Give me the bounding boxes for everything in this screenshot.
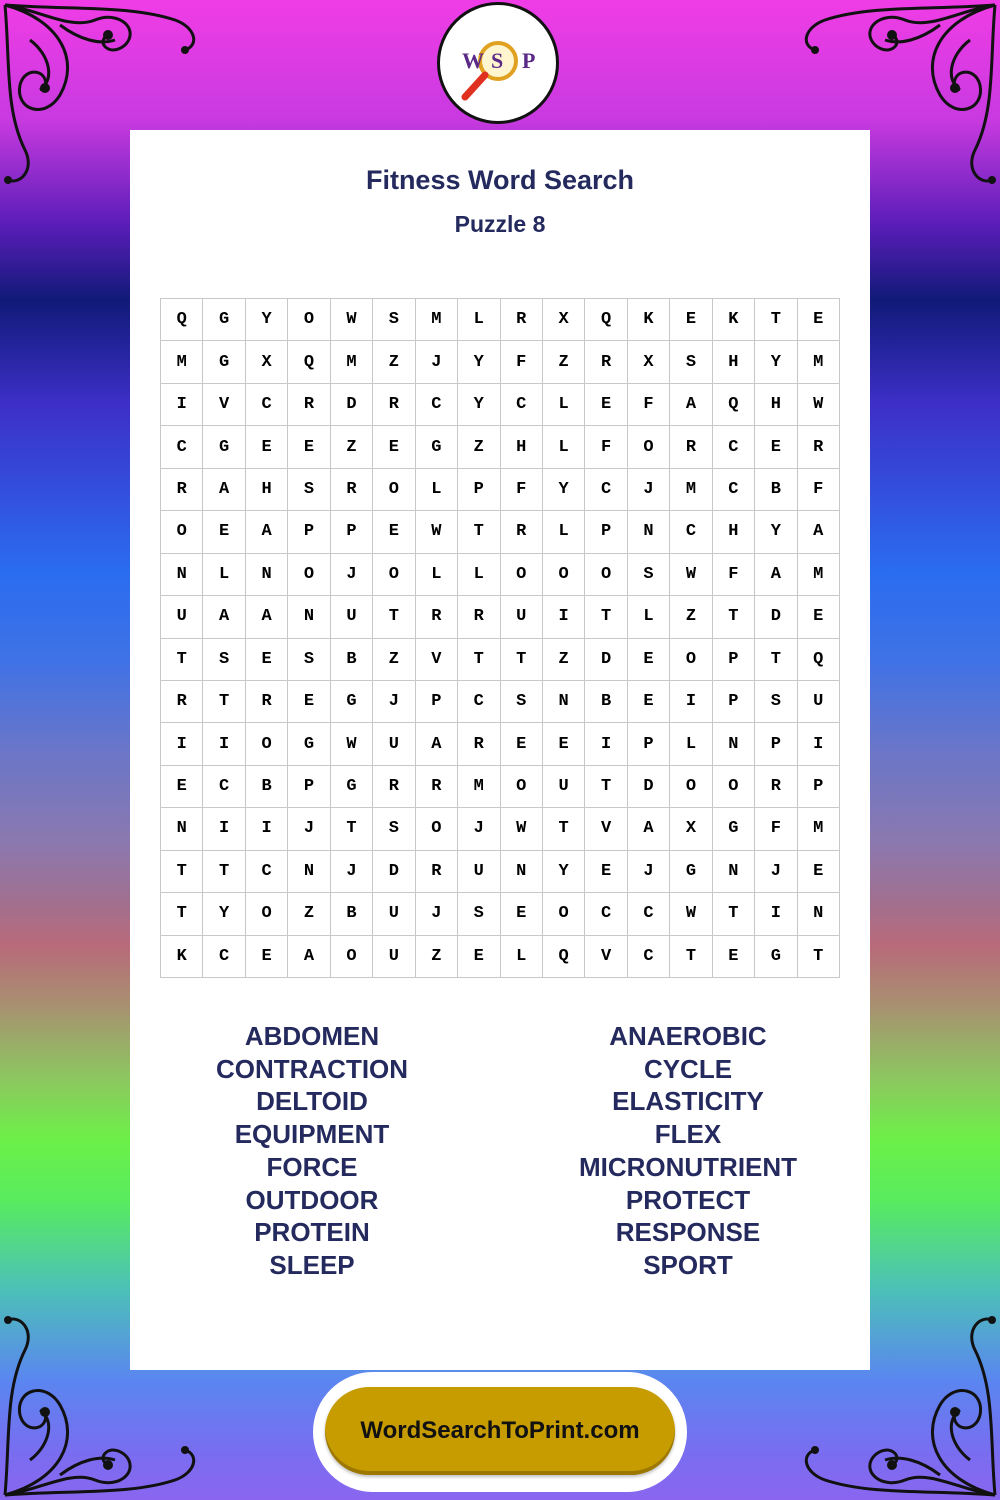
grid-cell: M bbox=[670, 469, 712, 511]
grid-cell: R bbox=[416, 851, 458, 893]
grid-cell: J bbox=[331, 851, 373, 893]
grid-cell: C bbox=[628, 893, 670, 935]
grid-cell: Q bbox=[543, 936, 585, 978]
grid-cell: S bbox=[203, 639, 245, 681]
grid-cell: C bbox=[416, 384, 458, 426]
grid-cell: J bbox=[458, 808, 500, 850]
grid-cell: E bbox=[670, 299, 712, 341]
grid-cell: N bbox=[713, 723, 755, 765]
grid-cell: L bbox=[458, 299, 500, 341]
grid-cell: O bbox=[543, 554, 585, 596]
grid-cell: P bbox=[585, 511, 627, 553]
grid-cell: I bbox=[203, 808, 245, 850]
grid-cell: Y bbox=[543, 469, 585, 511]
grid-cell: T bbox=[755, 639, 797, 681]
grid-cell: E bbox=[755, 426, 797, 468]
grid-cell: C bbox=[628, 936, 670, 978]
grid-cell: X bbox=[246, 341, 288, 383]
grid-cell: A bbox=[628, 808, 670, 850]
grid-cell: R bbox=[373, 384, 415, 426]
grid-cell: A bbox=[246, 511, 288, 553]
grid-cell: E bbox=[798, 596, 840, 638]
grid-cell: L bbox=[670, 723, 712, 765]
grid-cell: Q bbox=[161, 299, 203, 341]
grid-cell: L bbox=[416, 554, 458, 596]
grid-cell: W bbox=[331, 723, 373, 765]
grid-cell: S bbox=[288, 469, 330, 511]
grid-cell: Q bbox=[585, 299, 627, 341]
grid-cell: O bbox=[416, 808, 458, 850]
word-list-item: EQUIPMENT bbox=[234, 1119, 390, 1150]
grid-cell: J bbox=[628, 851, 670, 893]
grid-cell: P bbox=[628, 723, 670, 765]
grid-cell: M bbox=[458, 766, 500, 808]
grid-cell: Z bbox=[416, 936, 458, 978]
grid-cell: L bbox=[543, 426, 585, 468]
grid-cell: G bbox=[755, 936, 797, 978]
grid-cell: L bbox=[543, 384, 585, 426]
grid-cell: A bbox=[246, 596, 288, 638]
grid-cell: T bbox=[458, 511, 500, 553]
grid-cell: U bbox=[543, 766, 585, 808]
puzzle-subtitle: Puzzle 8 bbox=[454, 211, 546, 237]
grid-cell: W bbox=[501, 808, 543, 850]
word-list-item: SLEEP bbox=[269, 1249, 355, 1280]
grid-cell: D bbox=[585, 639, 627, 681]
word-list-item: FORCE bbox=[266, 1151, 358, 1182]
grid-cell: T bbox=[798, 936, 840, 978]
grid-cell: T bbox=[203, 851, 245, 893]
grid-cell: L bbox=[416, 469, 458, 511]
grid-cell: G bbox=[331, 681, 373, 723]
website-link-button[interactable]: WordSearchToPrint.com bbox=[325, 1387, 675, 1475]
grid-cell: Z bbox=[458, 426, 500, 468]
grid-cell: V bbox=[203, 384, 245, 426]
grid-cell: I bbox=[755, 893, 797, 935]
word-list-item: MICRONUTRIENT bbox=[578, 1151, 798, 1182]
grid-cell: N bbox=[798, 893, 840, 935]
grid-cell: R bbox=[373, 766, 415, 808]
grid-cell: F bbox=[501, 469, 543, 511]
grid-cell: K bbox=[161, 936, 203, 978]
grid-cell: Z bbox=[543, 341, 585, 383]
grid-cell: Y bbox=[755, 511, 797, 553]
grid-cell: O bbox=[373, 469, 415, 511]
grid-cell: S bbox=[373, 299, 415, 341]
grid-cell: C bbox=[458, 681, 500, 723]
grid-cell: C bbox=[501, 384, 543, 426]
grid-cell: G bbox=[416, 426, 458, 468]
grid-cell: S bbox=[288, 639, 330, 681]
word-list-item: ABDOMEN bbox=[244, 1021, 380, 1051]
grid-cell: H bbox=[713, 511, 755, 553]
grid-cell: E bbox=[501, 723, 543, 765]
grid-cell: E bbox=[288, 681, 330, 723]
wsp-logo[interactable] bbox=[437, 2, 559, 124]
page-title: Fitness Word Search bbox=[365, 165, 635, 195]
grid-cell: O bbox=[670, 639, 712, 681]
grid-cell: P bbox=[713, 681, 755, 723]
grid-cell: E bbox=[203, 511, 245, 553]
grid-cell: I bbox=[203, 723, 245, 765]
grid-cell: C bbox=[713, 426, 755, 468]
grid-cell: X bbox=[543, 299, 585, 341]
grid-cell: F bbox=[501, 341, 543, 383]
grid-cell: F bbox=[755, 808, 797, 850]
grid-cell: S bbox=[755, 681, 797, 723]
grid-cell: E bbox=[246, 426, 288, 468]
grid-cell: M bbox=[798, 341, 840, 383]
grid-cell: M bbox=[798, 808, 840, 850]
logo-letter-p: P bbox=[522, 48, 536, 73]
grid-cell: I bbox=[161, 384, 203, 426]
grid-cell: A bbox=[670, 384, 712, 426]
grid-cell: G bbox=[203, 426, 245, 468]
grid-cell: C bbox=[585, 893, 627, 935]
grid-cell: R bbox=[501, 511, 543, 553]
grid-cell: J bbox=[755, 851, 797, 893]
grid-cell: A bbox=[203, 596, 245, 638]
grid-cell: N bbox=[628, 511, 670, 553]
grid-cell: T bbox=[713, 596, 755, 638]
grid-cell: J bbox=[416, 893, 458, 935]
grid-cell: C bbox=[246, 851, 288, 893]
grid-cell: A bbox=[798, 511, 840, 553]
grid-cell: F bbox=[713, 554, 755, 596]
grid-cell: C bbox=[585, 469, 627, 511]
grid-cell: D bbox=[373, 851, 415, 893]
word-list-right bbox=[538, 1020, 838, 1282]
grid-cell: X bbox=[628, 341, 670, 383]
word-list-item: OUTDOOR bbox=[245, 1184, 379, 1215]
grid-cell: O bbox=[713, 766, 755, 808]
grid-cell: A bbox=[416, 723, 458, 765]
grid-cell: V bbox=[585, 936, 627, 978]
grid-cell: G bbox=[203, 299, 245, 341]
grid-cell: E bbox=[585, 384, 627, 426]
grid-cell: T bbox=[755, 299, 797, 341]
grid-cell: E bbox=[246, 936, 288, 978]
grid-cell: O bbox=[628, 426, 670, 468]
grid-cell: R bbox=[416, 766, 458, 808]
grid-cell: O bbox=[331, 936, 373, 978]
grid-cell: F bbox=[798, 469, 840, 511]
grid-cell: R bbox=[755, 766, 797, 808]
grid-cell: U bbox=[373, 936, 415, 978]
grid-cell: T bbox=[331, 808, 373, 850]
grid-cell: U bbox=[458, 851, 500, 893]
grid-cell: T bbox=[501, 639, 543, 681]
grid-cell: S bbox=[373, 808, 415, 850]
grid-cell: C bbox=[203, 936, 245, 978]
grid-cell: J bbox=[628, 469, 670, 511]
grid-cell: J bbox=[373, 681, 415, 723]
grid-cell: D bbox=[628, 766, 670, 808]
grid-cell: Y bbox=[246, 299, 288, 341]
grid-cell: T bbox=[670, 936, 712, 978]
grid-cell: G bbox=[203, 341, 245, 383]
grid-cell: Y bbox=[203, 893, 245, 935]
word-list-item: ELASTICITY bbox=[612, 1086, 764, 1117]
grid-cell: M bbox=[161, 341, 203, 383]
grid-cell: C bbox=[161, 426, 203, 468]
grid-cell: I bbox=[161, 723, 203, 765]
grid-cell: O bbox=[543, 893, 585, 935]
grid-cell: O bbox=[246, 723, 288, 765]
grid-cell: H bbox=[713, 341, 755, 383]
grid-cell: P bbox=[798, 766, 840, 808]
grid-cell: A bbox=[755, 554, 797, 596]
grid-cell: G bbox=[670, 851, 712, 893]
grid-cell: K bbox=[628, 299, 670, 341]
grid-cell: X bbox=[670, 808, 712, 850]
grid-cell: T bbox=[161, 639, 203, 681]
grid-cell: E bbox=[288, 426, 330, 468]
grid-cell: E bbox=[373, 426, 415, 468]
grid-cell: R bbox=[416, 596, 458, 638]
grid-cell: S bbox=[670, 341, 712, 383]
grid-cell: Q bbox=[288, 341, 330, 383]
grid-cell: Q bbox=[713, 384, 755, 426]
word-list-item: FLEX bbox=[654, 1119, 722, 1150]
grid-cell: Z bbox=[543, 639, 585, 681]
grid-cell: E bbox=[458, 936, 500, 978]
grid-cell: R bbox=[161, 681, 203, 723]
grid-cell: T bbox=[203, 681, 245, 723]
grid-cell: G bbox=[288, 723, 330, 765]
grid-cell: Z bbox=[670, 596, 712, 638]
grid-cell: E bbox=[628, 681, 670, 723]
grid-cell: N bbox=[288, 596, 330, 638]
grid-cell: E bbox=[161, 766, 203, 808]
grid-cell: M bbox=[331, 341, 373, 383]
grid-cell: Z bbox=[373, 341, 415, 383]
grid-cell: R bbox=[458, 723, 500, 765]
word-list-item: PROTEIN bbox=[254, 1217, 370, 1248]
grid-cell: N bbox=[713, 851, 755, 893]
grid-cell: T bbox=[161, 851, 203, 893]
grid-cell: T bbox=[373, 596, 415, 638]
grid-cell: L bbox=[543, 511, 585, 553]
grid-cell: H bbox=[501, 426, 543, 468]
grid-cell: L bbox=[458, 554, 500, 596]
grid-cell: C bbox=[203, 766, 245, 808]
grid-cell: Y bbox=[458, 384, 500, 426]
grid-cell: R bbox=[501, 299, 543, 341]
logo-letter-s: S bbox=[491, 48, 504, 73]
grid-cell: C bbox=[713, 469, 755, 511]
grid-cell: N bbox=[543, 681, 585, 723]
grid-cell: N bbox=[161, 554, 203, 596]
grid-cell: E bbox=[585, 851, 627, 893]
grid-cell: E bbox=[543, 723, 585, 765]
grid-cell: U bbox=[161, 596, 203, 638]
grid-cell: H bbox=[246, 469, 288, 511]
grid-cell: L bbox=[501, 936, 543, 978]
grid-cell: U bbox=[331, 596, 373, 638]
grid-cell: R bbox=[246, 681, 288, 723]
grid-cell: A bbox=[288, 936, 330, 978]
grid-cell: W bbox=[798, 384, 840, 426]
grid-cell: P bbox=[416, 681, 458, 723]
grid-cell: O bbox=[161, 511, 203, 553]
grid-cell: R bbox=[798, 426, 840, 468]
grid-cell: A bbox=[203, 469, 245, 511]
grid-cell: L bbox=[203, 554, 245, 596]
grid-cell: T bbox=[458, 639, 500, 681]
grid-cell: P bbox=[331, 511, 373, 553]
grid-cell: P bbox=[755, 723, 797, 765]
grid-cell: U bbox=[373, 723, 415, 765]
grid-cell: G bbox=[713, 808, 755, 850]
grid-cell: M bbox=[798, 554, 840, 596]
grid-cell: E bbox=[246, 639, 288, 681]
logo-letter-w: W bbox=[462, 48, 484, 73]
grid-cell: O bbox=[288, 554, 330, 596]
grid-cell: Y bbox=[458, 341, 500, 383]
grid-cell: D bbox=[755, 596, 797, 638]
grid-cell: R bbox=[288, 384, 330, 426]
grid-cell: T bbox=[585, 596, 627, 638]
grid-cell: E bbox=[628, 639, 670, 681]
grid-cell: T bbox=[585, 766, 627, 808]
grid-cell: O bbox=[373, 554, 415, 596]
grid-cell: S bbox=[628, 554, 670, 596]
grid-cell: K bbox=[713, 299, 755, 341]
grid-cell: J bbox=[416, 341, 458, 383]
grid-cell: Y bbox=[543, 851, 585, 893]
grid-cell: Y bbox=[755, 341, 797, 383]
grid-cell: N bbox=[161, 808, 203, 850]
grid-cell: B bbox=[246, 766, 288, 808]
grid-cell: V bbox=[416, 639, 458, 681]
grid-cell: P bbox=[288, 766, 330, 808]
grid-cell: W bbox=[331, 299, 373, 341]
grid-cell: E bbox=[798, 851, 840, 893]
word-list-item: CYCLE bbox=[643, 1053, 733, 1084]
grid-cell: P bbox=[458, 469, 500, 511]
grid-cell: C bbox=[246, 384, 288, 426]
grid-cell: E bbox=[373, 511, 415, 553]
grid-cell: R bbox=[670, 426, 712, 468]
grid-cell: B bbox=[755, 469, 797, 511]
grid-cell: J bbox=[288, 808, 330, 850]
grid-cell: Z bbox=[373, 639, 415, 681]
word-list-item: PROTECT bbox=[625, 1184, 751, 1215]
grid-cell: M bbox=[416, 299, 458, 341]
grid-cell: G bbox=[331, 766, 373, 808]
grid-cell: R bbox=[331, 469, 373, 511]
grid-cell: U bbox=[501, 596, 543, 638]
grid-cell: I bbox=[670, 681, 712, 723]
magnifier-handle-icon bbox=[465, 75, 485, 97]
grid-cell: O bbox=[501, 554, 543, 596]
grid-cell: O bbox=[670, 766, 712, 808]
grid-cell: B bbox=[585, 681, 627, 723]
grid-cell: U bbox=[798, 681, 840, 723]
grid-cell: U bbox=[373, 893, 415, 935]
grid-cell: R bbox=[585, 341, 627, 383]
grid-cell: Q bbox=[798, 639, 840, 681]
grid-cell: I bbox=[798, 723, 840, 765]
grid-cell: C bbox=[670, 511, 712, 553]
grid-cell: W bbox=[670, 893, 712, 935]
word-list-item: RESPONSE bbox=[615, 1217, 761, 1248]
grid-cell: S bbox=[501, 681, 543, 723]
word-list-item: ANAEROBIC bbox=[609, 1021, 767, 1051]
grid-cell: I bbox=[246, 808, 288, 850]
grid-cell: O bbox=[288, 299, 330, 341]
grid-cell: N bbox=[246, 554, 288, 596]
grid-cell: O bbox=[246, 893, 288, 935]
grid-cell: D bbox=[331, 384, 373, 426]
grid-cell: I bbox=[543, 596, 585, 638]
grid-cell: E bbox=[501, 893, 543, 935]
grid-cell: F bbox=[628, 384, 670, 426]
grid-cell: O bbox=[585, 554, 627, 596]
grid-cell: E bbox=[713, 936, 755, 978]
grid-cell: R bbox=[161, 469, 203, 511]
grid-cell: R bbox=[458, 596, 500, 638]
grid-cell: B bbox=[331, 639, 373, 681]
word-list-item: SPORT bbox=[643, 1249, 733, 1280]
grid-cell: T bbox=[543, 808, 585, 850]
grid-cell: I bbox=[585, 723, 627, 765]
grid-cell: E bbox=[798, 299, 840, 341]
grid-cell: Z bbox=[331, 426, 373, 468]
grid-cell: P bbox=[713, 639, 755, 681]
grid-cell: P bbox=[288, 511, 330, 553]
grid-cell: N bbox=[501, 851, 543, 893]
grid-cell: W bbox=[670, 554, 712, 596]
grid-cell: B bbox=[331, 893, 373, 935]
letter-grid bbox=[160, 298, 840, 978]
grid-cell: F bbox=[585, 426, 627, 468]
grid-cell: T bbox=[161, 893, 203, 935]
grid-cell: H bbox=[755, 384, 797, 426]
grid-cell: N bbox=[288, 851, 330, 893]
grid-cell: W bbox=[416, 511, 458, 553]
grid-cell: O bbox=[501, 766, 543, 808]
grid-cell: L bbox=[628, 596, 670, 638]
word-list-item: CONTRACTION bbox=[215, 1053, 409, 1084]
word-list-left bbox=[162, 1020, 462, 1282]
grid-cell: S bbox=[458, 893, 500, 935]
word-list-item: DELTOID bbox=[256, 1086, 368, 1117]
grid-cell: J bbox=[331, 554, 373, 596]
grid-cell: V bbox=[585, 808, 627, 850]
grid-cell: Z bbox=[288, 893, 330, 935]
grid-cell: T bbox=[713, 893, 755, 935]
